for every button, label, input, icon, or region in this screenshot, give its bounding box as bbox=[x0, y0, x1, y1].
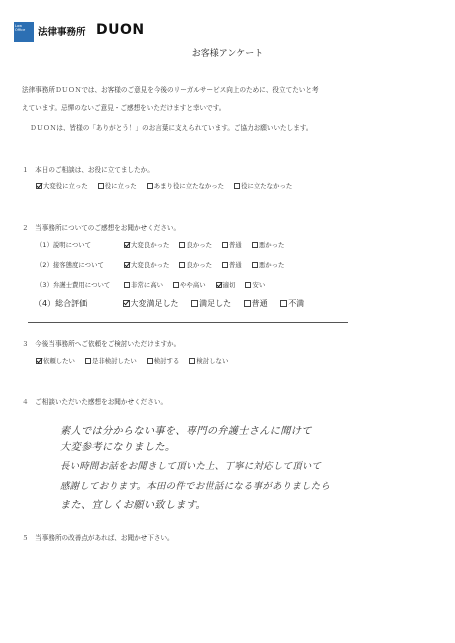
handwritten-line-5: また、宜しくお願い致します。 bbox=[60, 500, 207, 511]
handwritten-line-1: 素人では分からない事を、専門の弁護士さんに聞けて bbox=[60, 426, 312, 437]
q2-item-1 bbox=[36, 240, 292, 249]
intro-line-3: ＤＵＯＮは、皆様の「ありがとう！」のお言葉に支えられています。ご協力お願いいたします。 bbox=[30, 124, 313, 132]
q2-item-2 bbox=[36, 260, 292, 269]
firm-brand: DUON bbox=[96, 22, 145, 38]
checkbox[interactable] bbox=[252, 242, 258, 248]
q2-option[interactable]: 非常に高い bbox=[124, 280, 163, 289]
checkbox[interactable] bbox=[179, 242, 185, 248]
q2-option[interactable]: 良かった bbox=[179, 260, 212, 269]
q2-option[interactable]: 普通 bbox=[222, 260, 242, 269]
checkbox[interactable] bbox=[252, 262, 258, 268]
checkbox[interactable] bbox=[147, 358, 153, 364]
q3-option[interactable]: 検討しない bbox=[189, 356, 228, 365]
checkbox-checked[interactable] bbox=[124, 262, 130, 268]
summary-option[interactable]: 普通 bbox=[244, 298, 268, 309]
firm-name: 法律事務所 bbox=[38, 27, 86, 38]
q3-option[interactable]: 是非検討したい bbox=[85, 356, 137, 365]
q2-option[interactable]: 悪かった bbox=[252, 240, 285, 249]
summary-option[interactable]: 満足した bbox=[191, 298, 231, 309]
question-4: ４ ご相談いただいた感想をお聞かせください。 bbox=[22, 398, 168, 406]
checkbox[interactable] bbox=[179, 262, 185, 268]
question-1: １ 本日のご相談は、お役に立てましたか。 bbox=[22, 166, 154, 174]
q2-option[interactable]: 大変良かった bbox=[124, 240, 169, 249]
checkbox[interactable] bbox=[98, 183, 104, 189]
summary-label: （4）総合評価 bbox=[34, 299, 88, 308]
q2-option[interactable]: やや高い bbox=[173, 280, 206, 289]
checkbox[interactable] bbox=[191, 300, 198, 307]
checkbox[interactable] bbox=[234, 183, 240, 189]
question-2: ２ 当事務所についてのご感想をお聞かせください。 bbox=[22, 224, 181, 232]
checkbox[interactable] bbox=[189, 358, 195, 364]
q1-option[interactable]: 役に立った bbox=[98, 181, 137, 190]
checkbox-checked[interactable] bbox=[124, 242, 130, 248]
q2-option[interactable]: 良かった bbox=[179, 240, 212, 249]
logo-text: Law Office bbox=[15, 24, 26, 32]
q1-option[interactable]: あまり役に立たなかった bbox=[147, 181, 224, 190]
intro-line-2: えています。忌憚のないご意見・ご感想をいただけますと幸いです。 bbox=[22, 104, 226, 112]
q1-options bbox=[36, 181, 300, 190]
q2-item-label: （1）説明について bbox=[36, 241, 92, 249]
q2-option[interactable]: 大変良かった bbox=[124, 260, 169, 269]
checkbox[interactable] bbox=[124, 282, 130, 288]
summary-underline bbox=[28, 322, 348, 323]
q3-option[interactable]: 検討する bbox=[147, 356, 180, 365]
q2-option[interactable]: 適切 bbox=[216, 280, 236, 289]
q2-item-label: （3）弁護士費用について bbox=[36, 281, 111, 289]
checkbox-checked[interactable] bbox=[36, 183, 42, 189]
q3-option[interactable]: 依頼したい bbox=[36, 356, 75, 365]
handwritten-line-4: 感謝しております。本田の件でお世話になる事がありましたら bbox=[60, 481, 331, 492]
q2-item-3 bbox=[36, 280, 273, 289]
checkbox[interactable] bbox=[244, 300, 251, 307]
summary-option[interactable]: 不満 bbox=[280, 298, 304, 309]
q2-item-label: （2）接客態度について bbox=[36, 261, 104, 269]
handwritten-line-3: 長い時間お話をお聞きして頂いた上、丁寧に対応して頂いて bbox=[60, 461, 322, 472]
question-3: ３ 今後当事務所へご依頼をご検討いただけますか。 bbox=[22, 340, 181, 348]
checkbox[interactable] bbox=[245, 282, 251, 288]
checkbox-checked[interactable] bbox=[36, 358, 42, 364]
question-5: ５ 当事務所の改善点があれば、お聞かせ下さい。 bbox=[22, 534, 174, 542]
checkbox[interactable] bbox=[85, 358, 91, 364]
checkbox[interactable] bbox=[222, 262, 228, 268]
q2-summary bbox=[34, 298, 314, 309]
q1-option[interactable]: 大変役に立った bbox=[36, 181, 88, 190]
firm-logo bbox=[14, 22, 34, 42]
checkbox[interactable] bbox=[173, 282, 179, 288]
checkbox[interactable] bbox=[222, 242, 228, 248]
checkbox-checked[interactable] bbox=[123, 300, 130, 307]
summary-option[interactable]: 大変満足した bbox=[123, 298, 179, 309]
checkbox[interactable] bbox=[280, 300, 287, 307]
q1-option[interactable]: 役に立たなかった bbox=[234, 181, 292, 190]
q3-options bbox=[36, 356, 236, 365]
q2-option[interactable]: 悪かった bbox=[252, 260, 285, 269]
page-title: お客様アンケート bbox=[191, 49, 264, 59]
q2-option[interactable]: 普通 bbox=[222, 240, 242, 249]
q2-option[interactable]: 安い bbox=[245, 280, 265, 289]
checkbox[interactable] bbox=[147, 183, 153, 189]
handwritten-line-2: 大変参考になりました。 bbox=[60, 442, 176, 453]
intro-line-1: 法律事務所ＤＵＯＮでは、お客様のご意見を今後のリーガルサービス向上のために、役立てたいと考 bbox=[22, 86, 319, 94]
checkbox-checked[interactable] bbox=[216, 282, 222, 288]
